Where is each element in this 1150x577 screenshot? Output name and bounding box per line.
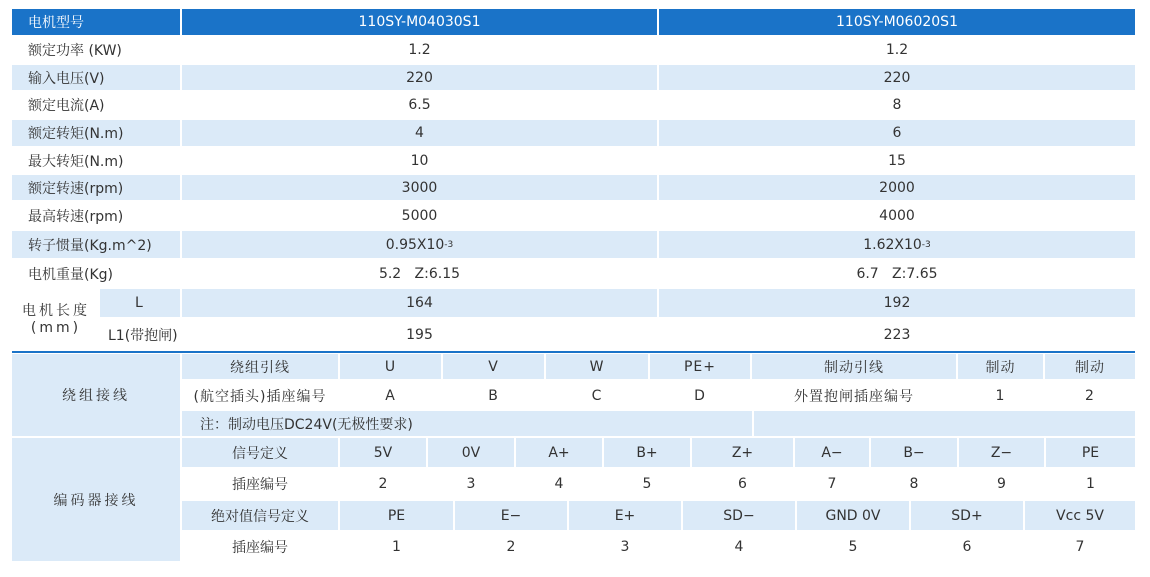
- spec-label: 最高转速(rpm): [12, 202, 180, 229]
- encoder-cell: E+: [569, 501, 681, 530]
- spec-value-model-1: 4: [182, 120, 657, 146]
- spec-label: 额定电流(A): [12, 92, 180, 118]
- encoder-cell: A−: [795, 438, 869, 467]
- encoder-cell: 1: [340, 532, 453, 561]
- spec-value-model-2: 15: [659, 148, 1135, 173]
- winding-cell: 外置抱闸插座编号: [752, 382, 956, 409]
- encoder-cell: 5V: [340, 438, 426, 467]
- spec-value-model-2: 220: [659, 65, 1135, 90]
- winding-cell: U: [340, 354, 441, 379]
- winding-note-empty: [754, 411, 1135, 436]
- spec-label: 电机重量(Kg): [12, 260, 180, 287]
- length-label-line2: (mm): [30, 319, 82, 336]
- spec-value-model-2: 4000: [659, 202, 1135, 229]
- winding-label: 绕组接线: [12, 354, 180, 436]
- spec-value-base: 0.95X10: [385, 236, 445, 253]
- encoder-cell: 1: [1046, 469, 1135, 499]
- spec-value-model-1: 5000: [182, 202, 657, 229]
- encoder-cell: E−: [455, 501, 567, 530]
- encoder-cell: 6: [692, 469, 793, 499]
- length-l-m1: 164: [182, 289, 657, 317]
- spec-value-model-2: 6: [659, 120, 1135, 146]
- spec-value-base: 1.62X10: [863, 236, 922, 253]
- encoder-cell: GND 0V: [797, 501, 909, 530]
- spec-value-model-1: 10: [182, 148, 657, 173]
- header-label: 电机型号: [12, 9, 180, 35]
- encoder-cell: 4: [683, 532, 795, 561]
- spec-value-model-2: 1.2: [659, 37, 1135, 63]
- encoder-row-header: 绝对值信号定义: [182, 501, 338, 530]
- winding-row-header: 绕组引线: [182, 354, 338, 379]
- header-model-2: 110SY-M06020S1: [659, 9, 1135, 35]
- encoder-row-header: 插座编号: [182, 469, 338, 499]
- encoder-cell: 0V: [428, 438, 514, 467]
- encoder-cell: 3: [428, 469, 514, 499]
- spec-value-model-1: 3000: [182, 175, 657, 200]
- spec-label: 额定转速(rpm): [12, 175, 180, 200]
- spec-label: 输入电压(V): [12, 65, 180, 90]
- spec-value-model-1: 1.2: [182, 37, 657, 63]
- encoder-cell: PE: [340, 501, 453, 530]
- winding-cell: C: [546, 382, 648, 409]
- spec-value-model-2: 2000: [659, 175, 1135, 200]
- spec-value-model-1: 0.95X10 -3: [182, 231, 657, 258]
- spec-label: 额定转矩(N.m): [12, 120, 180, 146]
- encoder-cell: 5: [797, 532, 909, 561]
- spec-label: 转子惯量(Kg.m^2): [12, 231, 180, 258]
- encoder-cell: Vcc 5V: [1025, 501, 1135, 530]
- winding-cell: 制动引线: [752, 354, 956, 379]
- winding-cell: W: [546, 354, 648, 379]
- spec-label: 额定功率 (KW): [12, 37, 180, 63]
- encoder-cell: 9: [959, 469, 1044, 499]
- encoder-cell: B−: [871, 438, 957, 467]
- encoder-cell: SD+: [911, 501, 1023, 530]
- encoder-cell: 3: [569, 532, 681, 561]
- encoder-cell: 6: [911, 532, 1023, 561]
- length-l-m2: 192: [659, 289, 1135, 317]
- section-divider: [12, 351, 1135, 353]
- encoder-cell: 5: [604, 469, 690, 499]
- winding-cell: A: [340, 382, 441, 409]
- spec-value-model-1: 220: [182, 65, 657, 90]
- encoder-cell: SD−: [683, 501, 795, 530]
- length-label-line1: 电机长度: [22, 302, 90, 319]
- length-sub-l1: L1(带抱闸): [100, 319, 180, 350]
- encoder-cell: Z+: [692, 438, 793, 467]
- winding-cell: 1: [958, 382, 1043, 409]
- winding-cell: D: [650, 382, 750, 409]
- winding-cell: 制动: [958, 354, 1043, 379]
- encoder-cell: B+: [604, 438, 690, 467]
- length-sub-l: L: [100, 289, 180, 317]
- spec-label: 最大转矩(N.m): [12, 148, 180, 173]
- winding-row-header: (航空插头)插座编号: [182, 382, 338, 409]
- encoder-cell: PE: [1046, 438, 1135, 467]
- spec-value-model-2: 1.62X10 -3: [659, 231, 1135, 258]
- encoder-cell: A+: [516, 438, 602, 467]
- spec-value-model-2: 6.7 Z:7.65: [659, 260, 1135, 287]
- encoder-cell: 4: [516, 469, 602, 499]
- length-label: [12, 289, 100, 350]
- winding-cell: V: [443, 354, 544, 379]
- encoder-cell: 2: [340, 469, 426, 499]
- winding-cell: 制动: [1045, 354, 1135, 379]
- encoder-cell: Z−: [959, 438, 1044, 467]
- winding-cell: 2: [1045, 382, 1135, 409]
- encoder-row-header: 信号定义: [182, 438, 338, 467]
- encoder-row-header: 插座编号: [182, 532, 338, 561]
- encoder-label: 编码器接线: [12, 438, 180, 561]
- encoder-cell: 7: [1025, 532, 1135, 561]
- spec-value-model-1: 6.5: [182, 92, 657, 118]
- length-l1-m2: 223: [659, 319, 1135, 350]
- encoder-cell: 8: [871, 469, 957, 499]
- winding-cell: B: [443, 382, 544, 409]
- encoder-cell: 7: [795, 469, 869, 499]
- header-model-1: 110SY-M04030S1: [182, 9, 657, 35]
- spec-value-model-2: 8: [659, 92, 1135, 118]
- spec-value-model-1: 5.2 Z:6.15: [182, 260, 657, 287]
- winding-note: 注：制动电压DC24V(无极性要求): [182, 411, 752, 436]
- length-l1-m1: 195: [182, 319, 657, 350]
- encoder-cell: 2: [455, 532, 567, 561]
- winding-cell: PE+: [650, 354, 750, 379]
